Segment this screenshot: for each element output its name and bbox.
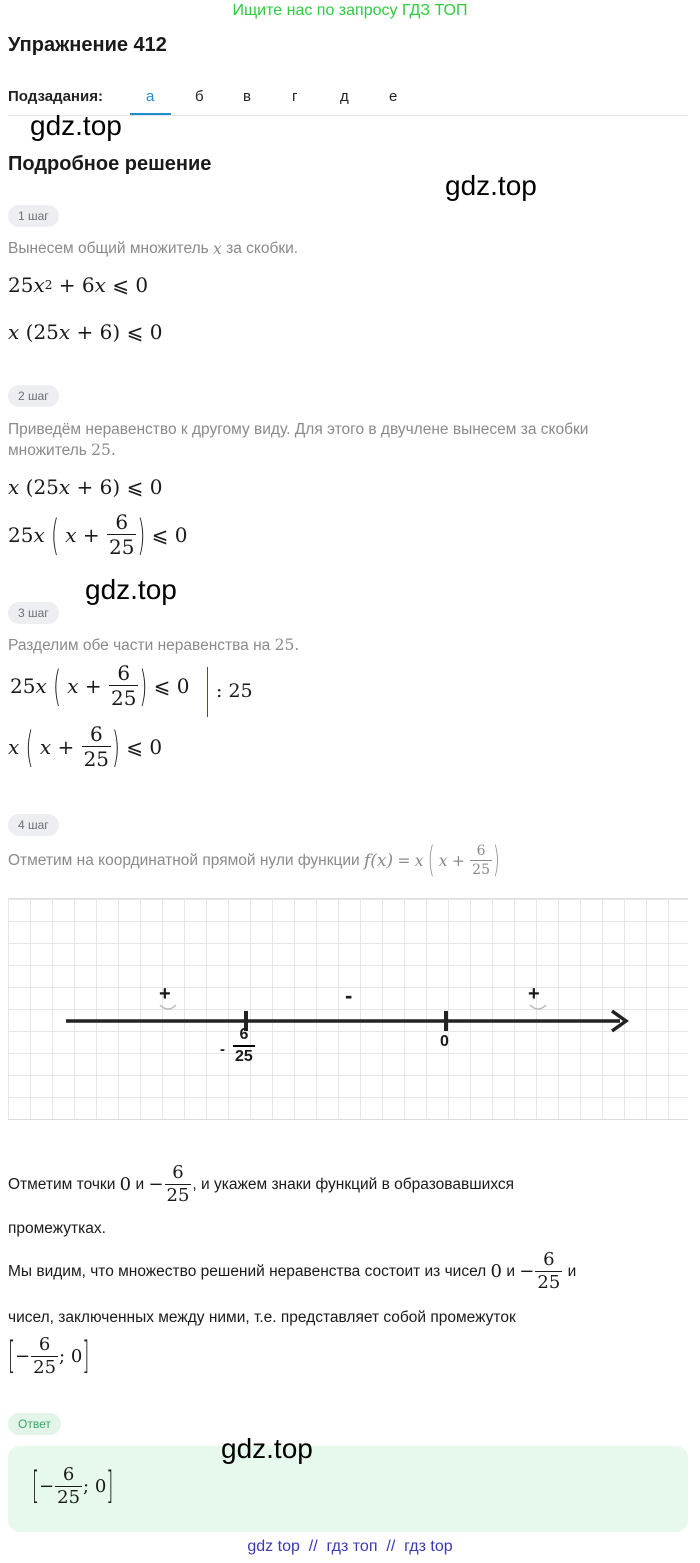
- formula-3: x ( 25 x + 6 ) ⩽ 0: [8, 475, 163, 499]
- interval-result: [ − $\frac{6}{25}$ ; 0 ]: [8, 1334, 90, 1379]
- formula-1: 25 x 2 + 6 x ⩽ 0: [8, 273, 149, 297]
- label-minus-sign: -: [220, 1041, 225, 1058]
- label-zero: 0: [440, 1033, 449, 1050]
- step-2-text: Приведём неравенство к другому виду. Для этого в двучлене вынесем за скобки множитель 25.: [8, 421, 589, 459]
- tab-b[interactable]: б: [195, 88, 204, 105]
- step-3-text: Разделим обе части неравенства на 25.: [8, 636, 300, 654]
- solution-heading: Подробное решение: [8, 153, 212, 175]
- watermark: gdz.top: [445, 170, 537, 201]
- step-chip: 3 шаг: [8, 602, 59, 624]
- sign-plus-right: +: [528, 983, 540, 1005]
- tab-e[interactable]: е: [389, 88, 398, 105]
- formula-4: 25 x ( x + $\frac{6}{25}$ ) ⩽ 0: [8, 509, 188, 560]
- page-title: Упражнение 412: [8, 34, 167, 56]
- formula-2: x ( 25 x + 6 ) ⩽ 0: [8, 320, 163, 344]
- tab-g[interactable]: г: [292, 88, 298, 105]
- step-chip: 1 шаг: [8, 205, 59, 227]
- division-note: : 25: [216, 680, 253, 702]
- watermark: gdz.top: [221, 1433, 313, 1464]
- conclusion-line-3: Мы видим, что множество решений неравенства состоит из чисел 0 и − $\frac{6}{25}$ и: [8, 1249, 577, 1293]
- tab-a[interactable]: а: [146, 88, 155, 105]
- answer-box: [8, 1446, 688, 1532]
- tab-v[interactable]: в: [243, 88, 251, 105]
- step-chip: 2 шаг: [8, 385, 59, 407]
- formula-5: 25 x ( x + $\frac{6}{25}$ ) ⩽ 0: [10, 660, 190, 711]
- conclusion-line-4: чисел, заключенных между ними, т.е. представляет собой промежуток: [8, 1309, 516, 1326]
- number-line-svg: [8, 899, 688, 1121]
- formula-6: x ( x + $\frac{6}{25}$ ) ⩽ 0: [8, 721, 163, 772]
- sign-minus-middle: -: [345, 983, 353, 1008]
- watermark: gdz.top: [85, 574, 177, 605]
- label-fraction: $\frac{6}{25}$: [235, 1026, 253, 1065]
- conclusion-line-2: промежутках.: [8, 1220, 106, 1237]
- watermark: gdz.top: [30, 110, 122, 141]
- number-line-graph: [8, 898, 688, 1120]
- sign-plus-left: +: [159, 983, 171, 1005]
- answer-interval: [ − $\frac{6}{25}$ ; 0 ]: [32, 1464, 114, 1509]
- footer-links[interactable]: gdz top // гдз топ // гдз top: [247, 1538, 453, 1555]
- step-chip: 4 шаг: [8, 814, 59, 836]
- division-bar: [207, 667, 208, 717]
- top-banner: Ищите нас по запросу ГДЗ ТОП: [232, 2, 468, 19]
- conclusion-line-1: Отметим точки 0 и − $\frac{6}{25}$ , и укажем знаки функций в образовавшихся: [8, 1162, 515, 1206]
- step-1-text: Вынесем общий множитель x за скобки.: [8, 240, 299, 258]
- subtasks-label: Подзадания:: [8, 88, 103, 105]
- answer-chip: Ответ: [8, 1413, 61, 1435]
- tab-d[interactable]: д: [340, 88, 349, 105]
- step-4-text: Отметим на координатной прямой нули функции f(x) = x ( x + $\frac{6}{25}$ ): [8, 839, 500, 882]
